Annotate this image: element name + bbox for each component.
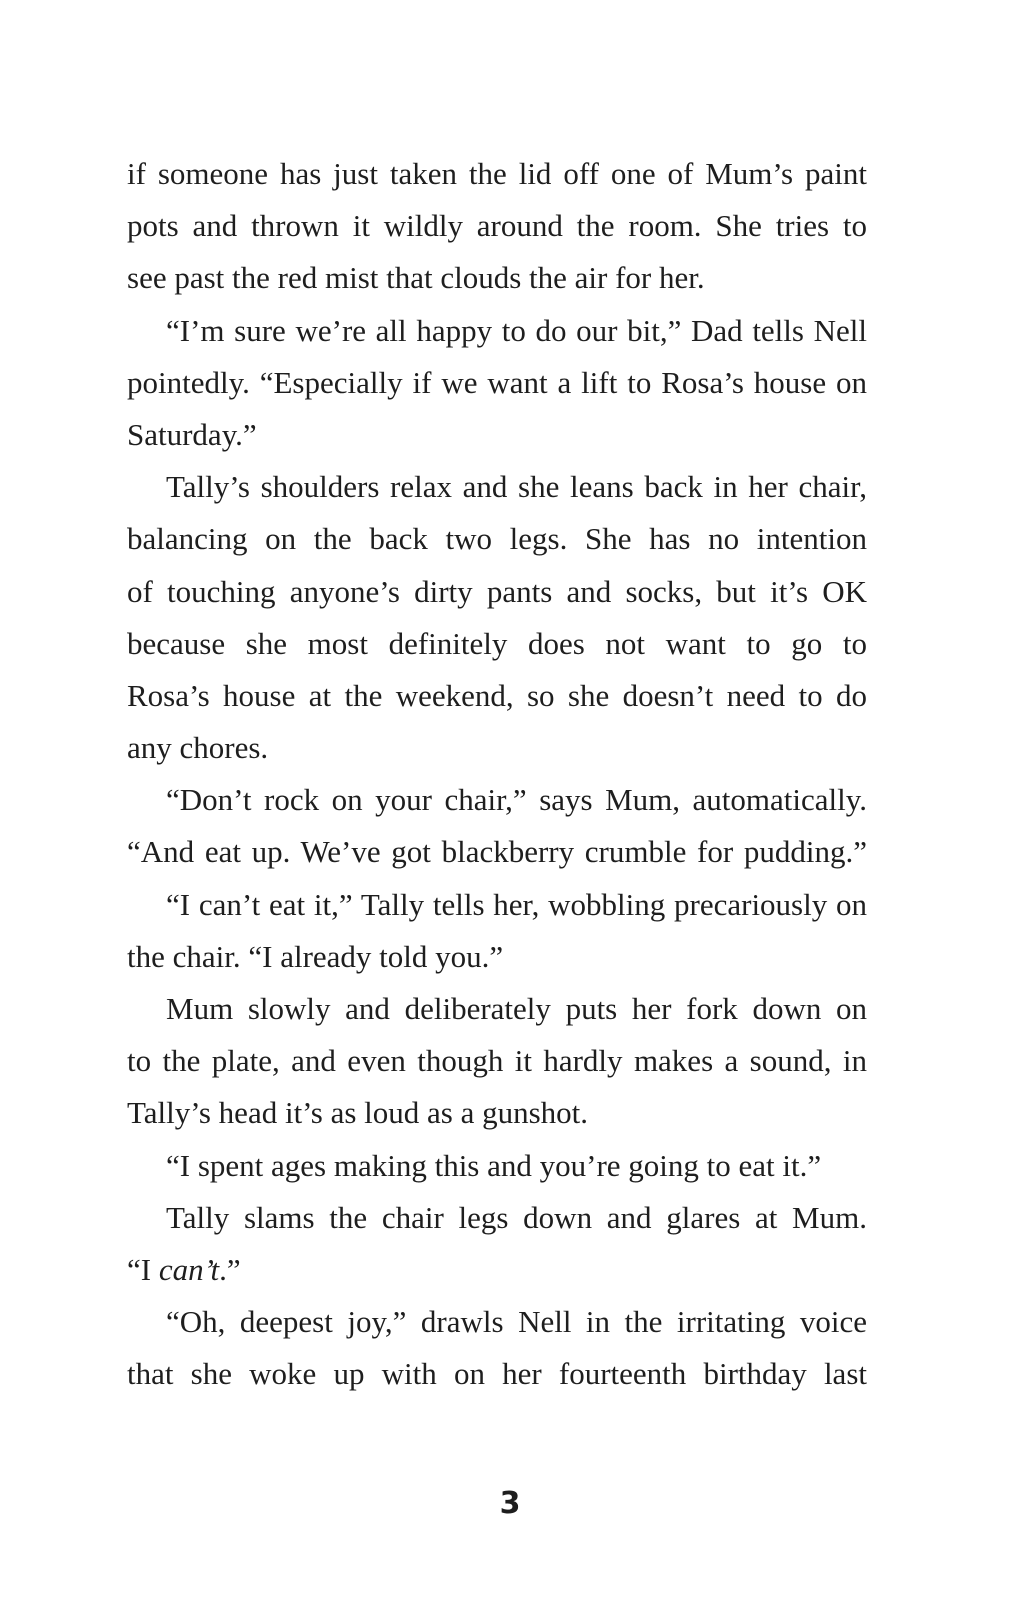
italic-word: can’t (158, 1251, 220, 1287)
text-line: “I spent ages making this and you’re going to eat it.” (166, 1147, 822, 1183)
quote-open: “I (127, 1251, 159, 1287)
text-line: “I can’t eat it,” Tally tells her, wobbling precariously on (166, 886, 867, 922)
text-line: see past the red mist that clouds the air for her. (127, 260, 705, 296)
text-line: pots and thrown it wildly around the room. She tries to (127, 208, 867, 244)
text-line: Tally slams the chair legs down and glares at Mum. (166, 1199, 867, 1235)
text-line: Tally’s head it’s as loud as a gunshot. (127, 1095, 589, 1131)
quote-close: .” (219, 1251, 241, 1287)
text-line: “Don’t rock on your chair,” says Mum, automatically. (166, 782, 867, 818)
text-line: of touching anyone’s dirty pants and socks, but it’s OK (127, 573, 867, 609)
text-line: to the plate, and even though it hardly makes a sound, in (127, 1043, 867, 1079)
page-number: 3 (499, 1486, 521, 1521)
text-line: because she most definitely does not want to go to (127, 625, 867, 661)
text-line: Tally’s shoulders relax and she leans back in her chair, (166, 469, 867, 505)
text-line: “And eat up. We’ve got blackberry crumble for pudding.” (127, 834, 867, 870)
text-line: if someone has just taken the lid off one of Mum’s paint (127, 156, 867, 191)
text-line: “Oh, deepest joy,” drawls Nell in the irritating voice (166, 1304, 867, 1340)
text-line: any chores. (127, 730, 269, 766)
text-line: “I’m sure we’re all happy to do our bit,” Dad tells Nell (166, 312, 867, 348)
text-line: balancing on the back two legs. She has no intention (127, 521, 867, 557)
text-line: Rosa’s house at the weekend, so she doesn’t need to do (127, 677, 867, 713)
text-line: that she woke up with on her fourteenth birthday last (127, 1356, 867, 1392)
text-line: the chair. “I already told you.” (127, 938, 504, 974)
text-line: pointedly. “Especially if we want a lift to Rosa’s house on (127, 364, 867, 400)
body-text (127, 148, 867, 1401)
text-line: Mum slowly and deliberately puts her fork down on (166, 991, 867, 1026)
text-line: Saturday.” (127, 416, 257, 452)
text-line-with-italic (127, 1244, 867, 1296)
